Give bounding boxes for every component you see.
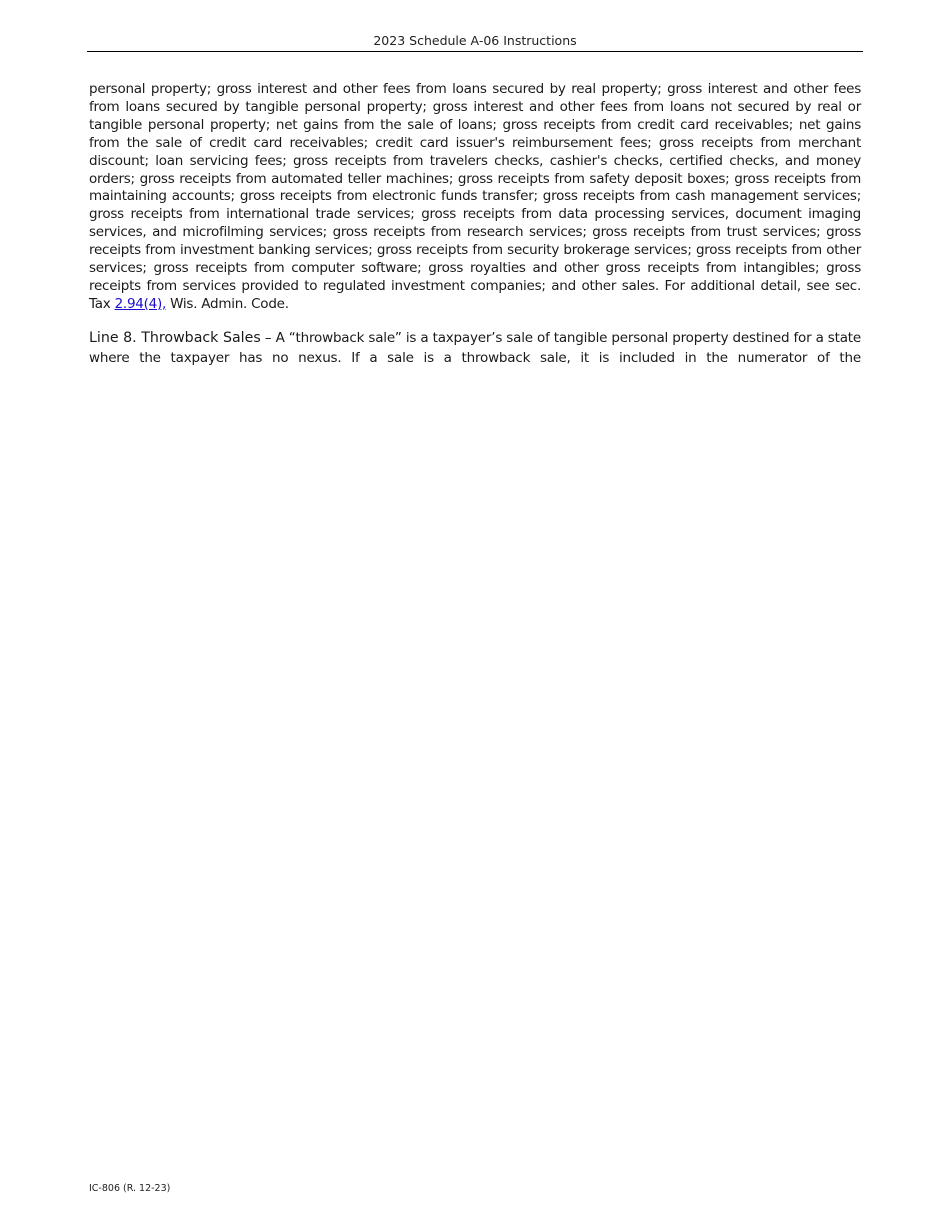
paragraph-throwback-sales [89,328,861,368]
document-title: 2023 Schedule A-06 Instructions [373,33,577,48]
form-id-footer: IC-806 (R. 12-23) [89,1183,171,1194]
document-body [89,81,861,368]
paragraph-text: personal property; gross interest and other fees from loans secured by real property; gross interest and other fees from loans secured by tangible personal property; gross interest and other fees from loans not secured by real or tangible personal property; net gains from the sale of loans; gross receipts from credit card receivables; net gains from the sale of credit card receivables; credit card issuer's reimbursement fees; gross receipts from merchant discount; loan servicing fees; gross receipts from travelers checks, cashier's checks, certified checks, and money orders; gross receipts from automated teller machines; gross receipts from safety deposit boxes; gross receipts from maintaining accounts; gross receipts from electronic funds transfer; gross receipts from cash management services; gross receipts from international trade services; gross receipts from data processing services, document imaging services, and microfilming services; gross receipts from research services; gross receipts from trust services; gross receipts from investment banking services; gross receipts from security brokerage services; gross receipts from other services; gross receipts from computer software; gross royalties and other gross receipts from intangibles; gross receipts from services provided to regulated investment companies; and other sales. For additional detail, see sec. Tax [89,81,861,312]
paragraph-text-end: Wis. Admin. Code. [166,295,289,312]
line-8-heading: Line 8. Throwback Sales [89,329,261,346]
admin-code-link[interactable]: 2.94(4), [114,295,167,312]
page-header [87,33,863,52]
throwback-sales-text: – A “throwback sale” is a taxpayer’s sale of tangible personal property destined for a state where the taxpayer has no nexus. If a sale is a throwback sale, it is included in the numerator of the [89,329,861,366]
paragraph-other-sales [89,81,861,314]
